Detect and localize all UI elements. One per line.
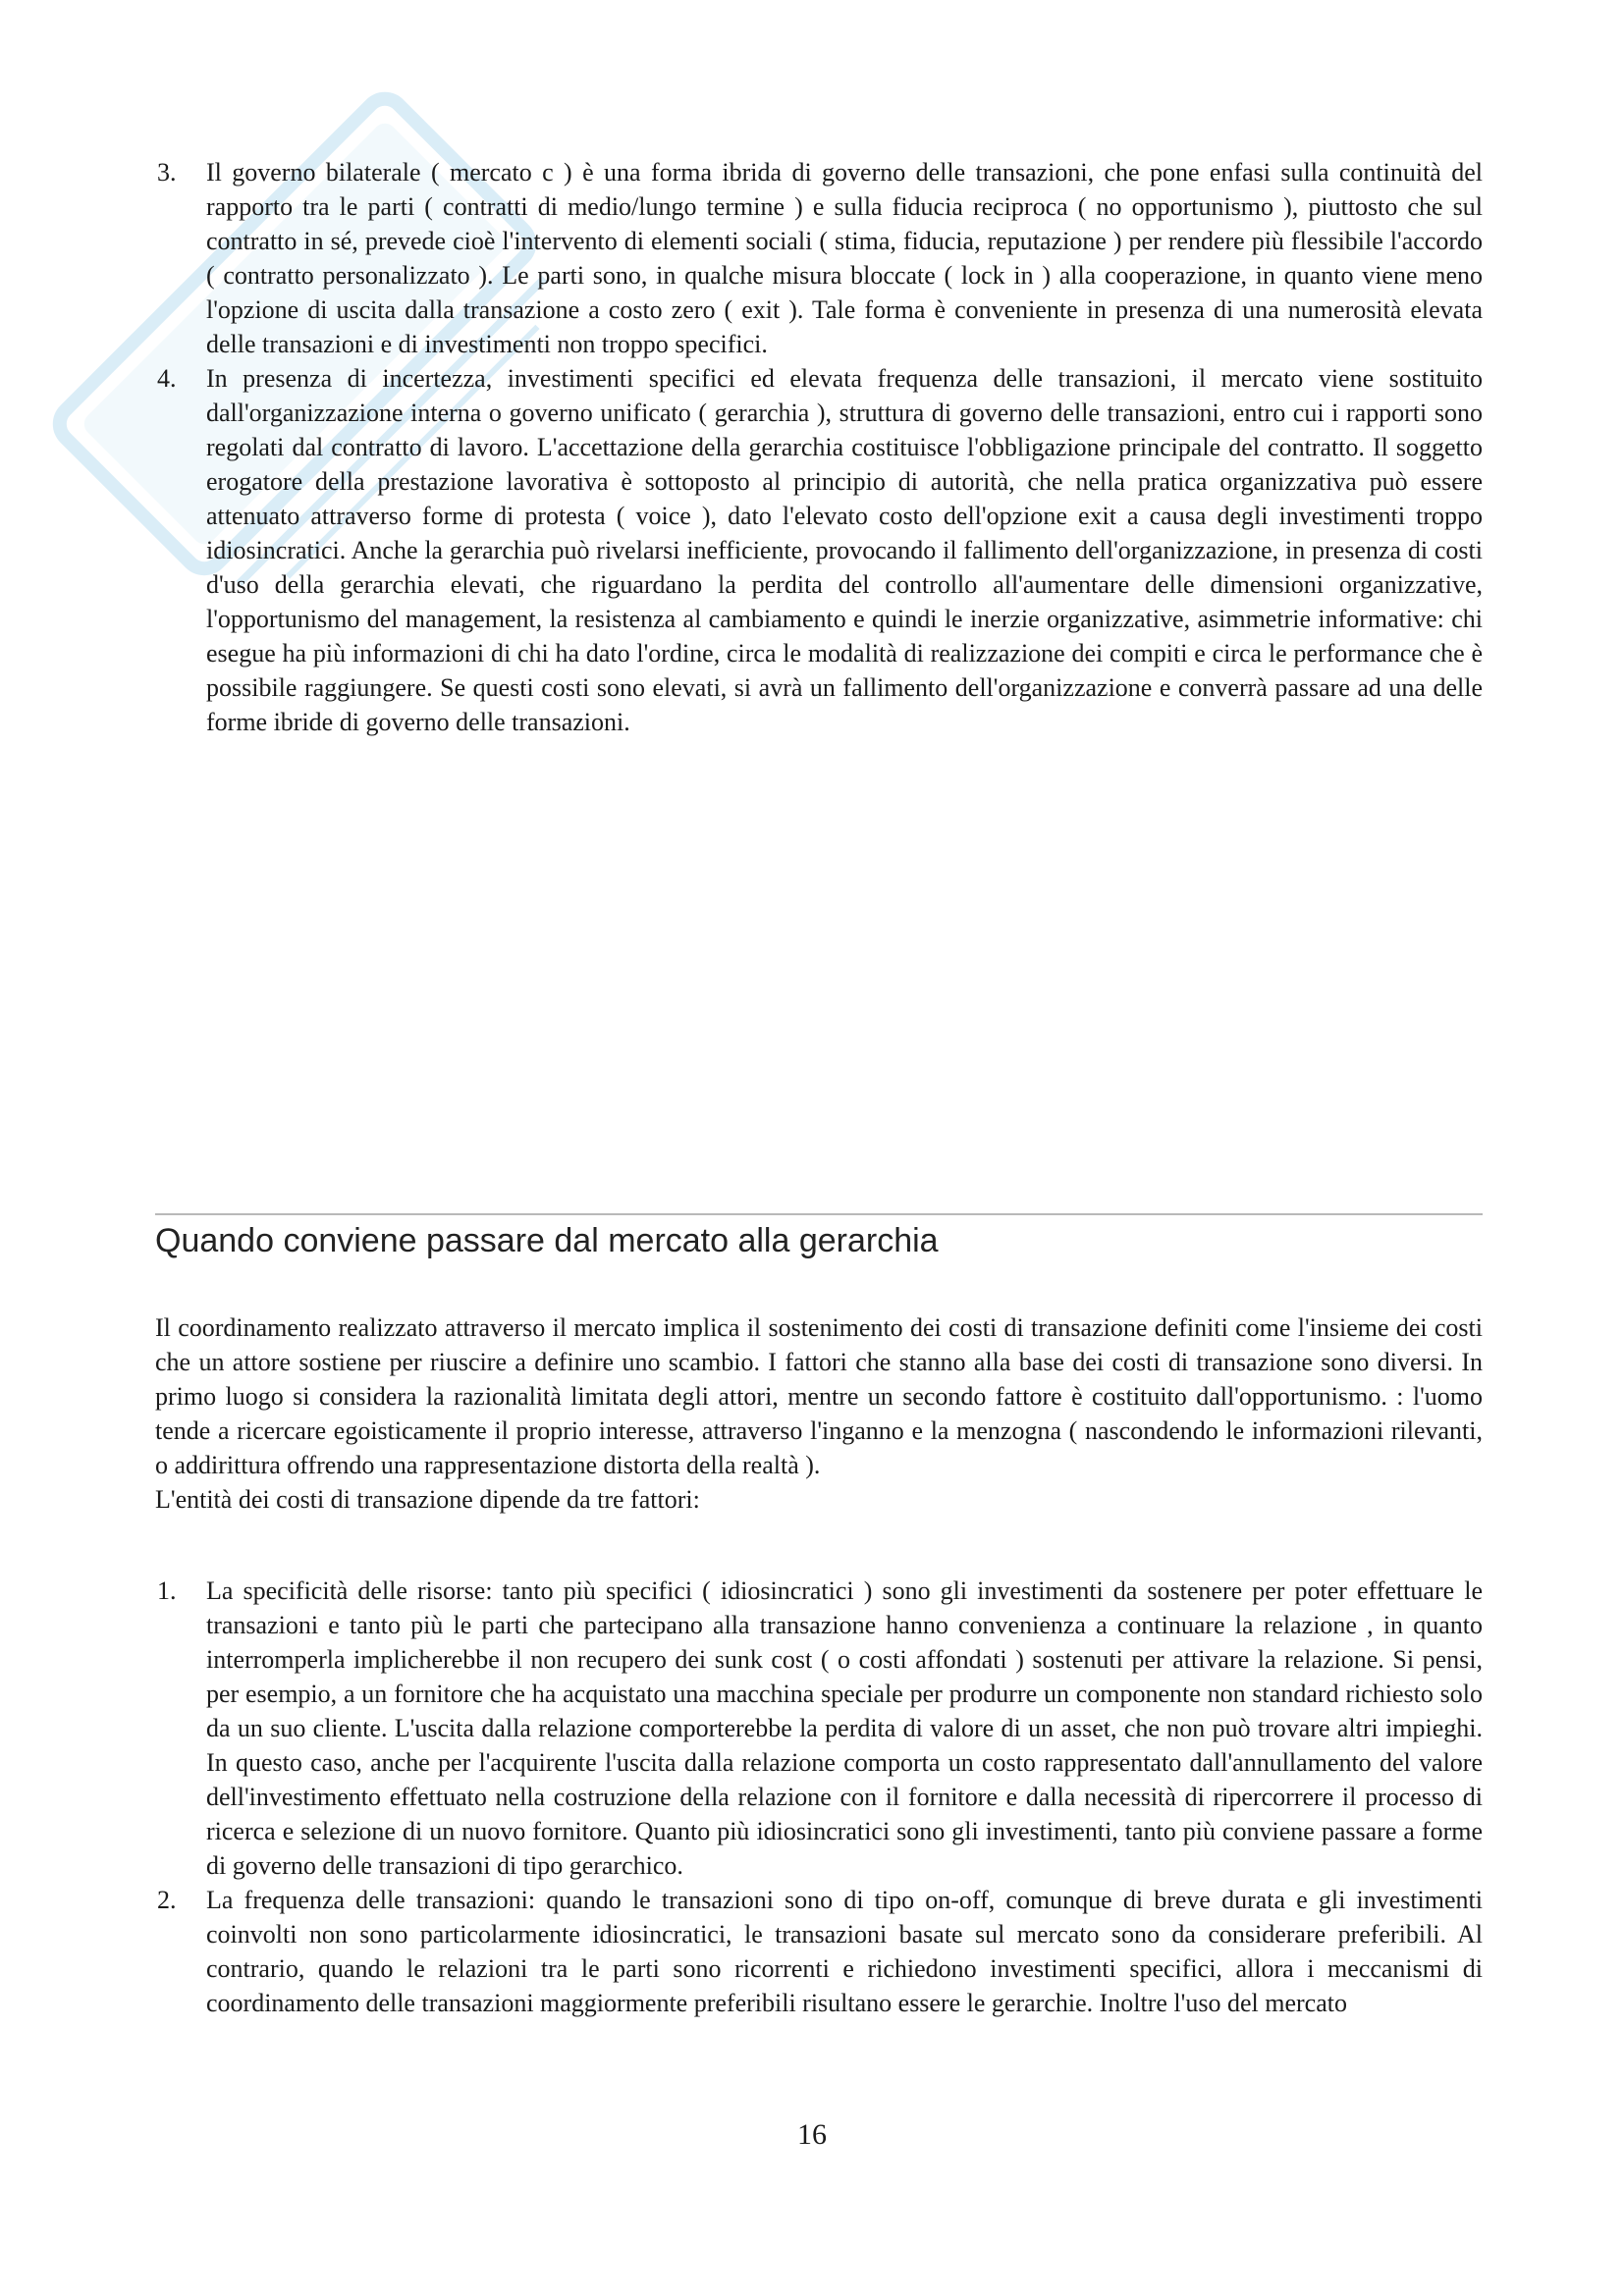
section-divider <box>155 1213 1483 1215</box>
list-item <box>157 361 1483 739</box>
list-item-number: 1. <box>157 1576 177 1605</box>
list-item-text: Il governo bilaterale ( mercato c ) è una forma ibrida di governo delle transazioni, che pone enfasi sulla continuità del rapporto tra le parti ( contratti di medio/lungo termine ) e sulla fiducia reciproca ( no opportunismo ), piuttosto che sul contratto in sé, prevede cioè l'intervento di elementi sociali ( stima, fiducia, reputazione ) per rendere più flessibile l'accordo ( contratto personalizzato ). Le parti sono, in qualche misura bloccate ( lock in ) alla cooperazione, in quanto viene meno l'opzione di uscita dalla transazione a costo zero ( exit ). Tale forma è conveniente in presenza di una numerosità elevata delle transazioni e di investimenti non troppo specifici. <box>206 158 1483 358</box>
list-item <box>157 155 1483 361</box>
list-item-number: 2. <box>157 1886 177 1914</box>
list-item <box>157 1883 1483 2020</box>
intro-line: L'entità dei costi di transazione dipende da tre fattori: <box>155 1485 700 1514</box>
body-paragraph: Il coordinamento realizzato attraverso il mercato implica il sostenimento dei costi di transazione definiti come l'insieme dei costi che un attore sostiene per riuscire a definire uno scambio. I fattori che stanno alla base dei costi di transazione sono diversi. In primo luogo si considera la razionalità limitata degli attori, mentre un secondo fattore è costituito dall'opportunismo. : l'uomo tende a ricercare egoisticamente il proprio interesse, attraverso l'inganno e la menzogna ( nascondendo le informazioni rilevanti, o addirittura offrendo una rappresentazione distorta della realtà ). <box>155 1313 1483 1479</box>
numbered-list-continued <box>157 155 1483 739</box>
list-item-text: La frequenza delle transazioni: quando le transazioni sono di tipo on-off, comunque di breve durata e gli investimenti coinvolti non sono particolarmente idiosincratici, le transazioni basate sul mercato sono da considerare preferibili. Al contrario, quando le relazioni tra le parti sono ricorrenti e richiedono investimenti specifici, allora i meccanismi di coordinamento delle transazioni maggiormente preferibili risultano essere le gerarchie. Inoltre l'uso del mercato <box>206 1886 1483 2017</box>
page-number: 16 <box>797 2118 827 2151</box>
list-item-number: 3. <box>157 158 177 187</box>
list-item-text: In presenza di incertezza, investimenti specifici ed elevata frequenza delle transazioni, il mercato viene sostituito dall'organizzazione interna o governo unificato ( gerarchia ), struttura di governo delle transazioni, entro cui i rapporti sono regolati dal contratto di lavoro. L'accettazione della gerarchia costituisce l'obbligazione principale del contratto. Il soggetto erogatore della prestazione lavorativa è sottoposto al principio di autorità, che nella pratica organizzativa può essere attenuato attraverso forme di protesta ( voice ), dato l'elevato costo dell'opzione exit a causa degli investimenti troppo idiosincratici. Anche la gerarchia può rivelarsi inefficiente, provocando il fallimento dell'organizzazione, in presenza di costi d'uso della gerarchia elevati, che riguardano la perdita del controllo all'aumentare delle dimensioni organizzative, l'opportunismo del management, la resistenza al cambiamento e quindi le inerzie organizzative, asimmetrie informative: chi esegue ha più informazioni di chi ha dato l'ordine, circa le modalità di realizzazione dei compiti e circa le performance che è possibile raggiungere. Se questi costi sono elevati, si avrà un fallimento dell'organizzazione e converrà passare ad una delle forme ibride di governo delle transazioni. <box>206 364 1483 736</box>
section-body <box>155 1310 1483 1517</box>
section-heading: Quando conviene passare dal mercato alla gerarchia <box>155 1222 939 1259</box>
numbered-list-factors <box>157 1574 1483 2020</box>
list-item-number: 4. <box>157 364 177 393</box>
list-item <box>157 1574 1483 1883</box>
list-item-text: La specificità delle risorse: tanto più specifici ( idiosincratici ) sono gli investimenti da sostenere per poter effettuare le transazioni e tanto più le parti che partecipano alla transazione hanno convenienza a continuare la relazione , in quanto interromperla implicherebbe il non recupero dei sunk cost ( o costi affondati ) sostenuti per attivare la relazione. Si pensi, per esempio, a un fornitore che ha acquistato una macchina speciale per produrre un componente non standard richiesto solo da un suo cliente. L'uscita dalla relazione comporterebbe la perdita di valore di un asset, che non può trovare altri impieghi. In questo caso, anche per l'acquirente l'uscita dalla relazione comporta un costo rappresentato dall'annullamento del valore dell'investimento effettuato nella costruzione della relazione con il fornitore e dalla necessità di ripercorrere il processo di ricerca e selezione di un nuovo fornitore. Quanto più idiosincratici sono gli investimenti, tanto più conviene passare a forme di governo delle transazioni di tipo gerarchico. <box>206 1576 1483 1880</box>
